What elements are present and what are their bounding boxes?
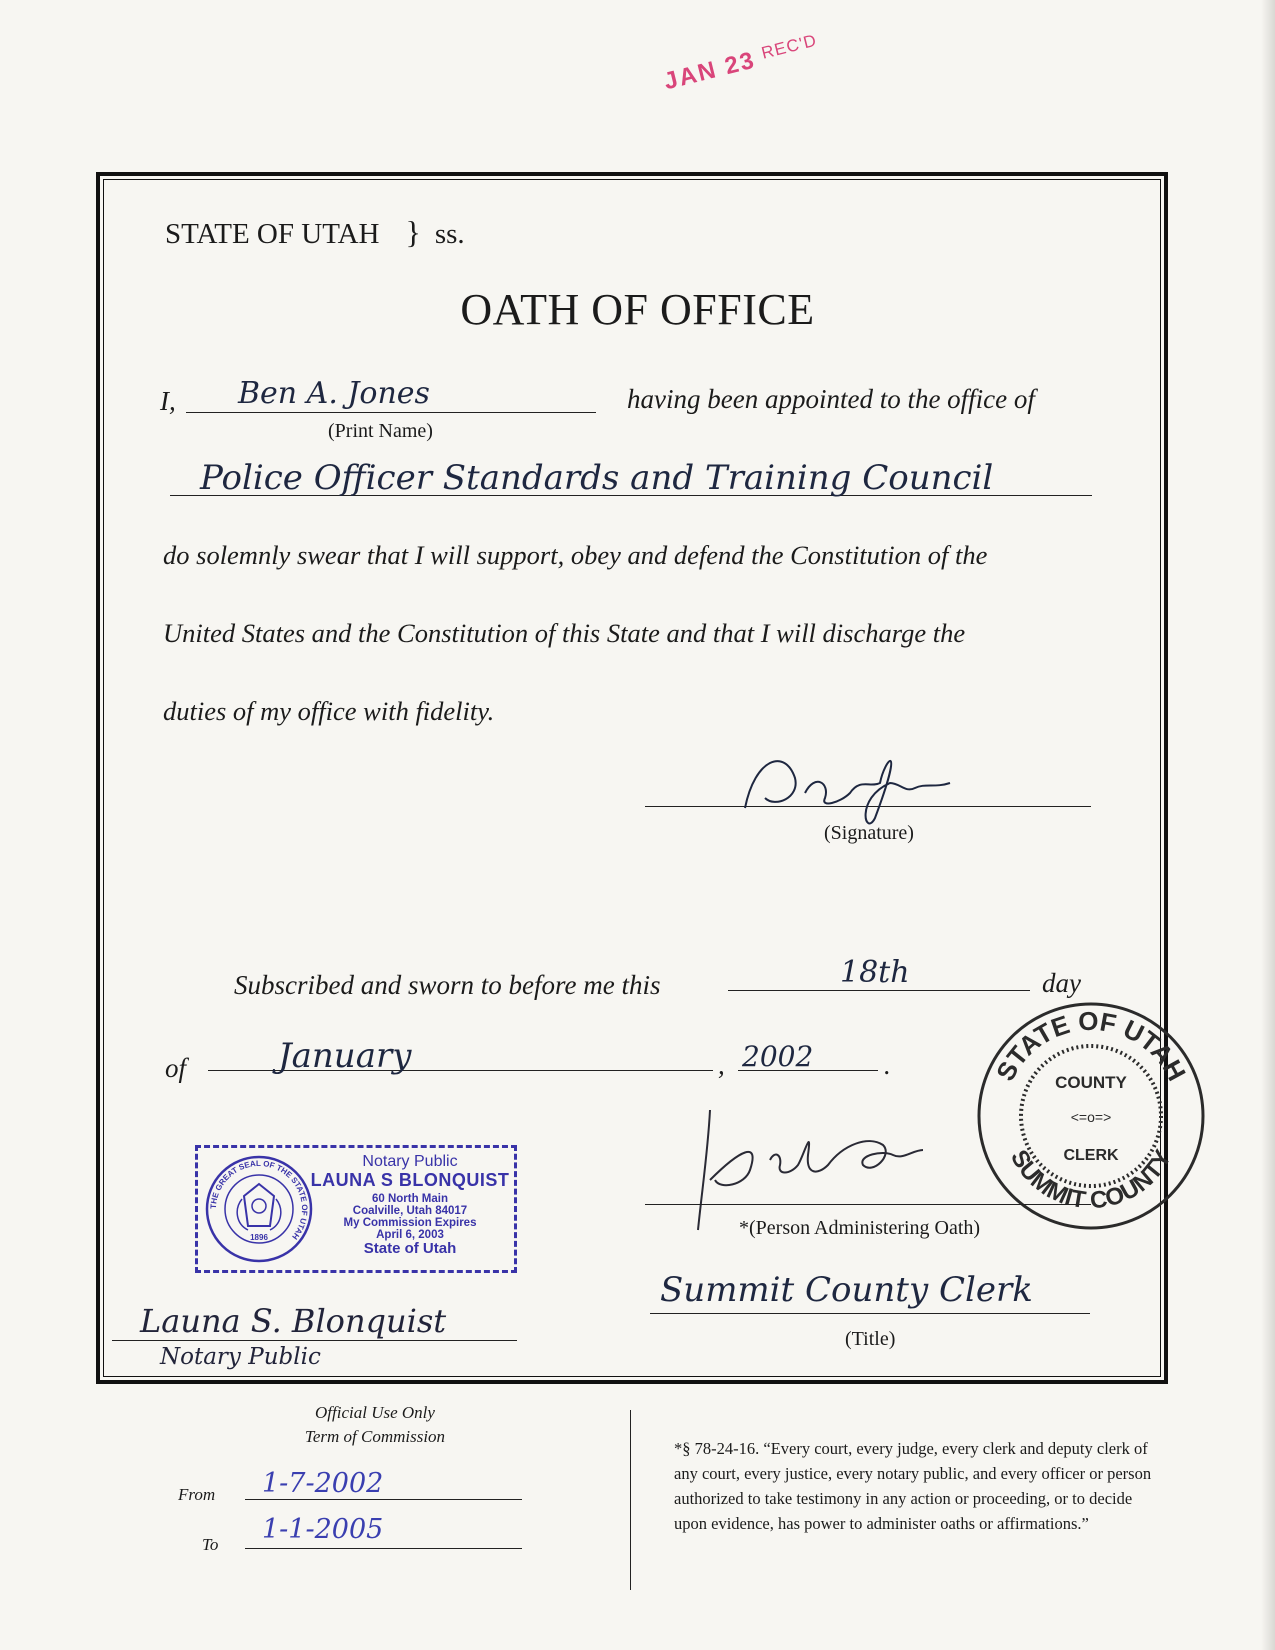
- notary-line-7: State of Utah: [363, 1239, 457, 1257]
- state-name: STATE OF UTAH: [165, 218, 380, 250]
- received-stamp: [661, 31, 821, 97]
- day-value: 18th: [840, 955, 910, 990]
- venue-header: [165, 214, 465, 251]
- venue-brace: }: [405, 214, 421, 250]
- notary-line-6: April 6, 2003: [376, 1228, 444, 1241]
- oath-text-line-2: United States and the Constitution of this State and that I will discharge the: [163, 618, 966, 648]
- appointed-text: having been appointed to the office of: [627, 384, 1035, 414]
- signature-caption: (Signature): [824, 822, 914, 844]
- administrator-line: [645, 1204, 1091, 1205]
- oath-text-line-3: duties of my office with fidelity.: [163, 696, 495, 726]
- seal-county-text: COUNTY: [1055, 1073, 1127, 1092]
- oath-text-line-1: do solemnly swear that I will support, obey and defend the Constitution of the: [163, 540, 988, 570]
- seal-ring-text: THE GREAT SEAL OF THE STATE OF UTAH: [208, 1158, 310, 1242]
- administrator-title-value: Summit County Clerk: [660, 1270, 1033, 1310]
- to-label: To: [202, 1535, 219, 1554]
- footer-divider: [630, 1410, 631, 1590]
- term-of-commission-title: Term of Commission: [304, 1427, 446, 1446]
- notary-line-2: LAUNA S BLONQUIST: [310, 1169, 510, 1190]
- notary-title: Notary Public: [160, 1344, 321, 1370]
- print-name-line: [186, 412, 596, 413]
- administrator-caption: *(Person Administering Oath): [739, 1217, 981, 1239]
- notary-stamp-text: [310, 1154, 510, 1257]
- page-edge-shadow: [1261, 0, 1275, 1650]
- great-seal-of-utah: [204, 1154, 314, 1264]
- comma: ,: [718, 1050, 725, 1080]
- day-label: day: [1042, 968, 1081, 998]
- title-caption: (Title): [845, 1328, 896, 1350]
- oath-prefix: I,: [160, 386, 176, 416]
- notary-line-4: Coalville, Utah 84017: [352, 1204, 468, 1217]
- received-label: REC'D: [759, 30, 819, 63]
- year-value: 2002: [742, 1040, 814, 1073]
- official-use-title: Official Use Only: [315, 1403, 435, 1422]
- period: .: [884, 1050, 891, 1080]
- notary-public-stamp: [195, 1145, 517, 1273]
- of-label: of: [165, 1053, 187, 1083]
- month-value: January: [278, 1036, 412, 1076]
- received-date: JAN 23: [661, 46, 759, 96]
- notary-line-5: My Commission Expires: [343, 1216, 477, 1229]
- seal-top-text: STATE OF UTAH: [989, 1005, 1192, 1086]
- office-value: Police Officer Standards and Training Council: [200, 458, 994, 498]
- seal-clerk-text: CLERK: [1063, 1147, 1119, 1164]
- seal-bottom-text: SUMMIT COUNTY: [1004, 1145, 1178, 1215]
- notary-line-3: 60 North Main: [371, 1192, 449, 1205]
- to-value: 1-1-2005: [262, 1514, 384, 1545]
- notary-signature: Launa S. Blonquist: [140, 1302, 447, 1340]
- statute-note: *§ 78-24-16. “Every court, every judge, every clerk and deputy clerk of any court, every justice, every notary public, and every officer or person authorized to take testimony in any action or proceeding, or to decide upon evidence, has power to administer oaths or affirmations.”: [674, 1439, 1152, 1533]
- seal-year: 1896: [250, 1233, 268, 1242]
- from-line: [245, 1499, 522, 1500]
- day-line: [728, 990, 1030, 991]
- to-line: [245, 1548, 522, 1549]
- notary-line-1: Notary Public: [362, 1153, 458, 1170]
- title-line: [650, 1313, 1090, 1314]
- ss-label: ss.: [434, 218, 465, 250]
- svg-text:<=o=>: <=o=>: [1070, 1109, 1112, 1125]
- sworn-text: Subscribed and sworn to before me this: [234, 970, 661, 1000]
- print-name-value: Ben A. Jones: [238, 376, 430, 411]
- from-label: From: [178, 1485, 216, 1504]
- from-value: 1-7-2002: [262, 1468, 384, 1499]
- page-title: OATH OF OFFICE: [460, 285, 815, 334]
- notary-signature-line: [112, 1340, 517, 1341]
- print-name-caption: (Print Name): [328, 420, 433, 442]
- county-clerk-seal: [975, 1000, 1207, 1232]
